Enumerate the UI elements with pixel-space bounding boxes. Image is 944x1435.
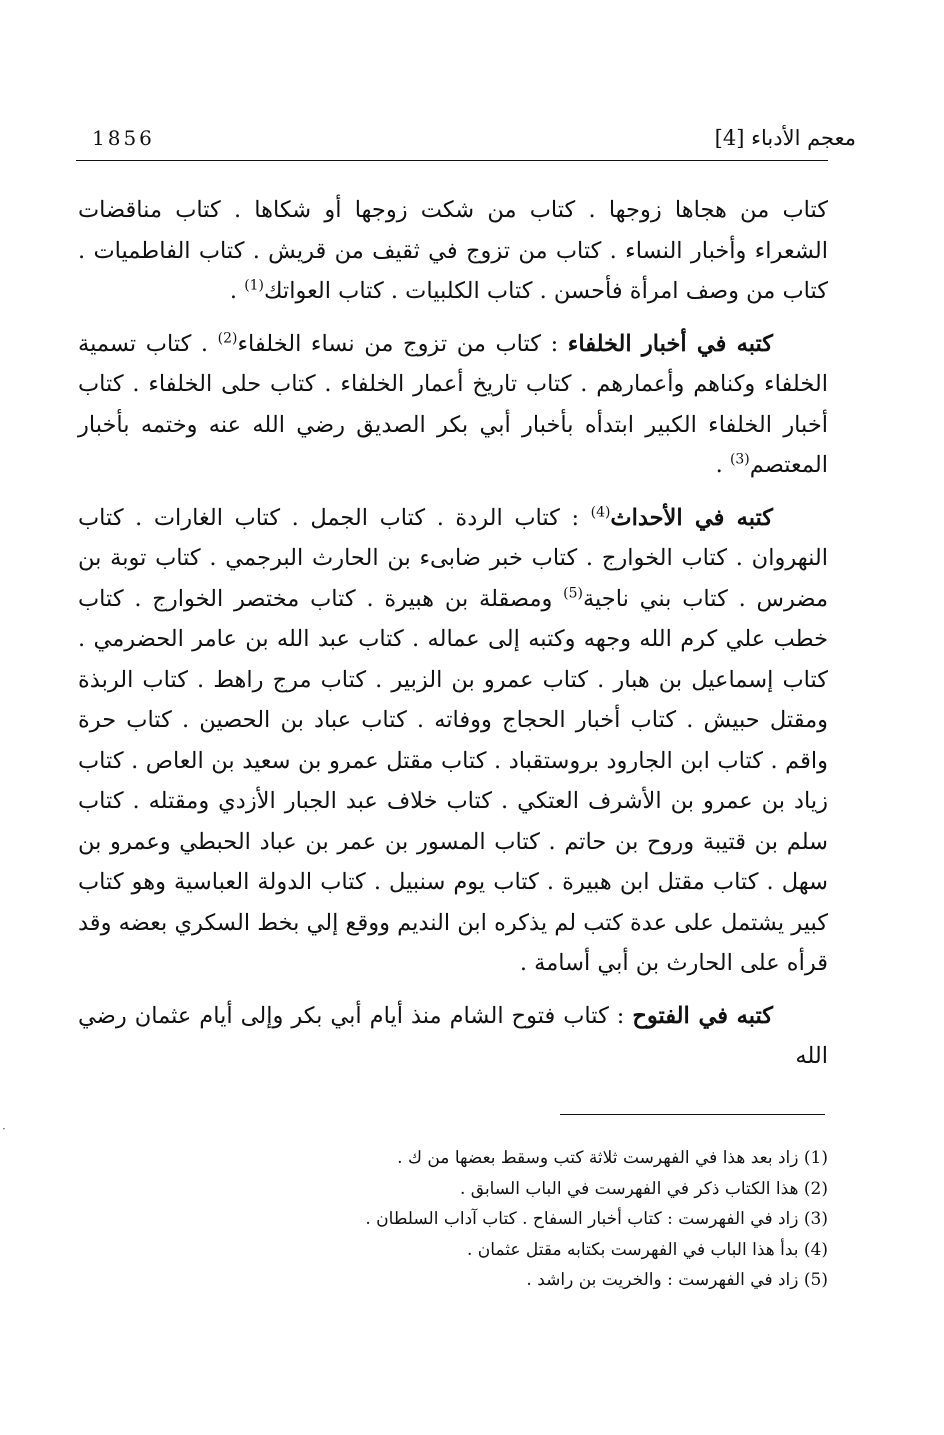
paragraph-caliphs xyxy=(78,324,828,486)
section-heading-events: كتبه في الأحداث xyxy=(610,504,773,531)
footnote-divider xyxy=(560,1114,825,1115)
paragraph-1-end: . xyxy=(229,278,245,304)
footnote-5: (5) زاد في الفهرست : والخريت بن راشد . xyxy=(526,1270,828,1290)
running-header-title: معجم الأدباء [4] xyxy=(714,126,856,150)
footnote-1: (1) زاد بعد هذا في الفهرست ثلاثة كتب وسقط بعضها من ك . xyxy=(397,1148,828,1168)
paragraph-conquests xyxy=(78,996,828,1077)
page-number: 1856 xyxy=(92,126,155,150)
footnote-2: (2) هذا الكتاب ذكر في الفهرست في الباب السابق . xyxy=(459,1178,828,1199)
paragraph-conquests-text: : كتاب فتوح الشام منذ أيام أبي بكر وإلى أيام عثمان رضي الله xyxy=(78,1002,828,1069)
paragraph-1-text: كتاب من هجاها زوجها . كتاب من شكت زوجها أو شكاها . كتاب مناقضات الشعراء وأخبار النساء . كتاب من تزوج في ثقيف من قريش . كتاب الفاطميات . كتاب من وصف امرأة فأحسن . كتاب الكلبيات . كتاب العواتك xyxy=(78,197,828,304)
header-divider xyxy=(76,160,828,161)
footnote-ref-2: (2) xyxy=(217,330,238,346)
footnote-ref-4: (4) xyxy=(590,504,611,520)
body-text xyxy=(78,190,828,1089)
footnote-ref-5: (5) xyxy=(563,585,583,601)
paragraph-caliphs-text-b: . كتاب تسمية الخلفاء وكناهم وأعمارهم . كتاب تاريخ أعمار الخلفاء . كتاب حلى الخلفاء . كتاب أخبار الخلفاء الكبير ابتدأه بأخبار أبي بكر الصديق رضي الله عنه وختمه بأخبار المعتصم xyxy=(78,330,828,478)
footnotes xyxy=(300,1143,828,1296)
paragraph-events-text-a: : كتاب الردة . كتاب الجمل . كتاب الغارات . كتاب النهروان . كتاب الخوارج . كتاب خبر ضابىء بن الحارث البرجمي . كتاب توبة بن مضرس . كتاب بني ناجية xyxy=(78,504,828,612)
paragraph-caliphs-end: . xyxy=(715,452,730,478)
footnote-3: (3) زاد في الفهرست : كتاب أخبار السفاح . كتاب آداب السلطان . xyxy=(365,1209,828,1229)
section-heading-caliphs: كتبه في أخبار الخلفاء xyxy=(567,330,774,357)
margin-mark: · xyxy=(2,1122,6,1136)
paragraph-events xyxy=(78,498,828,984)
paragraph-events-text-b: ومصقلة بن هبيرة . كتاب مختصر الخوارج . كتاب خطب علي كرم الله وجهه وكتبه إلى عماله . كتاب عبد الله بن عامر الحضرمي . كتاب إسماعيل بن هبار . كتاب عمرو بن الزبير . كتاب مرج راهط . كتاب الربذة ومقتل حبيش . كتاب أخبار الحجاج ووفاته . كتاب عباد بن الحصين . كتاب حرة واقم . كتاب ابن الجارود بروستقباد . كتاب مقتل عمرو بن سعيد بن العاص . كتاب زياد بن عمرو بن الأشرف العتكي . كتاب خلاف عبد الجبار الأزدي ومقتله . كتاب سلم بن قتيبة وروح بن حاتم . كتاب المسور بن عمر بن عباد الحبطي وعمرو بن سهل . كتاب مقتل ابن هبيرة . كتاب يوم سنبيل . كتاب الدولة العباسية وهو كتاب كبير يشتمل على عدة كتب لم يذكره ابن النديم ووقع إلي بخط السكري بعضه وقد قرأه على الحارث بن أبي أسامة . xyxy=(78,585,828,976)
paragraph-1 xyxy=(78,190,828,312)
footnote-ref-3: (3) xyxy=(729,451,750,468)
section-heading-conquests: كتبه في الفتوح xyxy=(632,1002,773,1029)
footnote-4: (4) بدأ هذا الباب في الفهرست بكتابه مقتل عثمان . xyxy=(466,1239,828,1260)
footnote-ref-1: (1) xyxy=(244,277,264,294)
paragraph-caliphs-text-a: : كتاب من تزوج من نساء الخلفاء xyxy=(237,330,568,357)
